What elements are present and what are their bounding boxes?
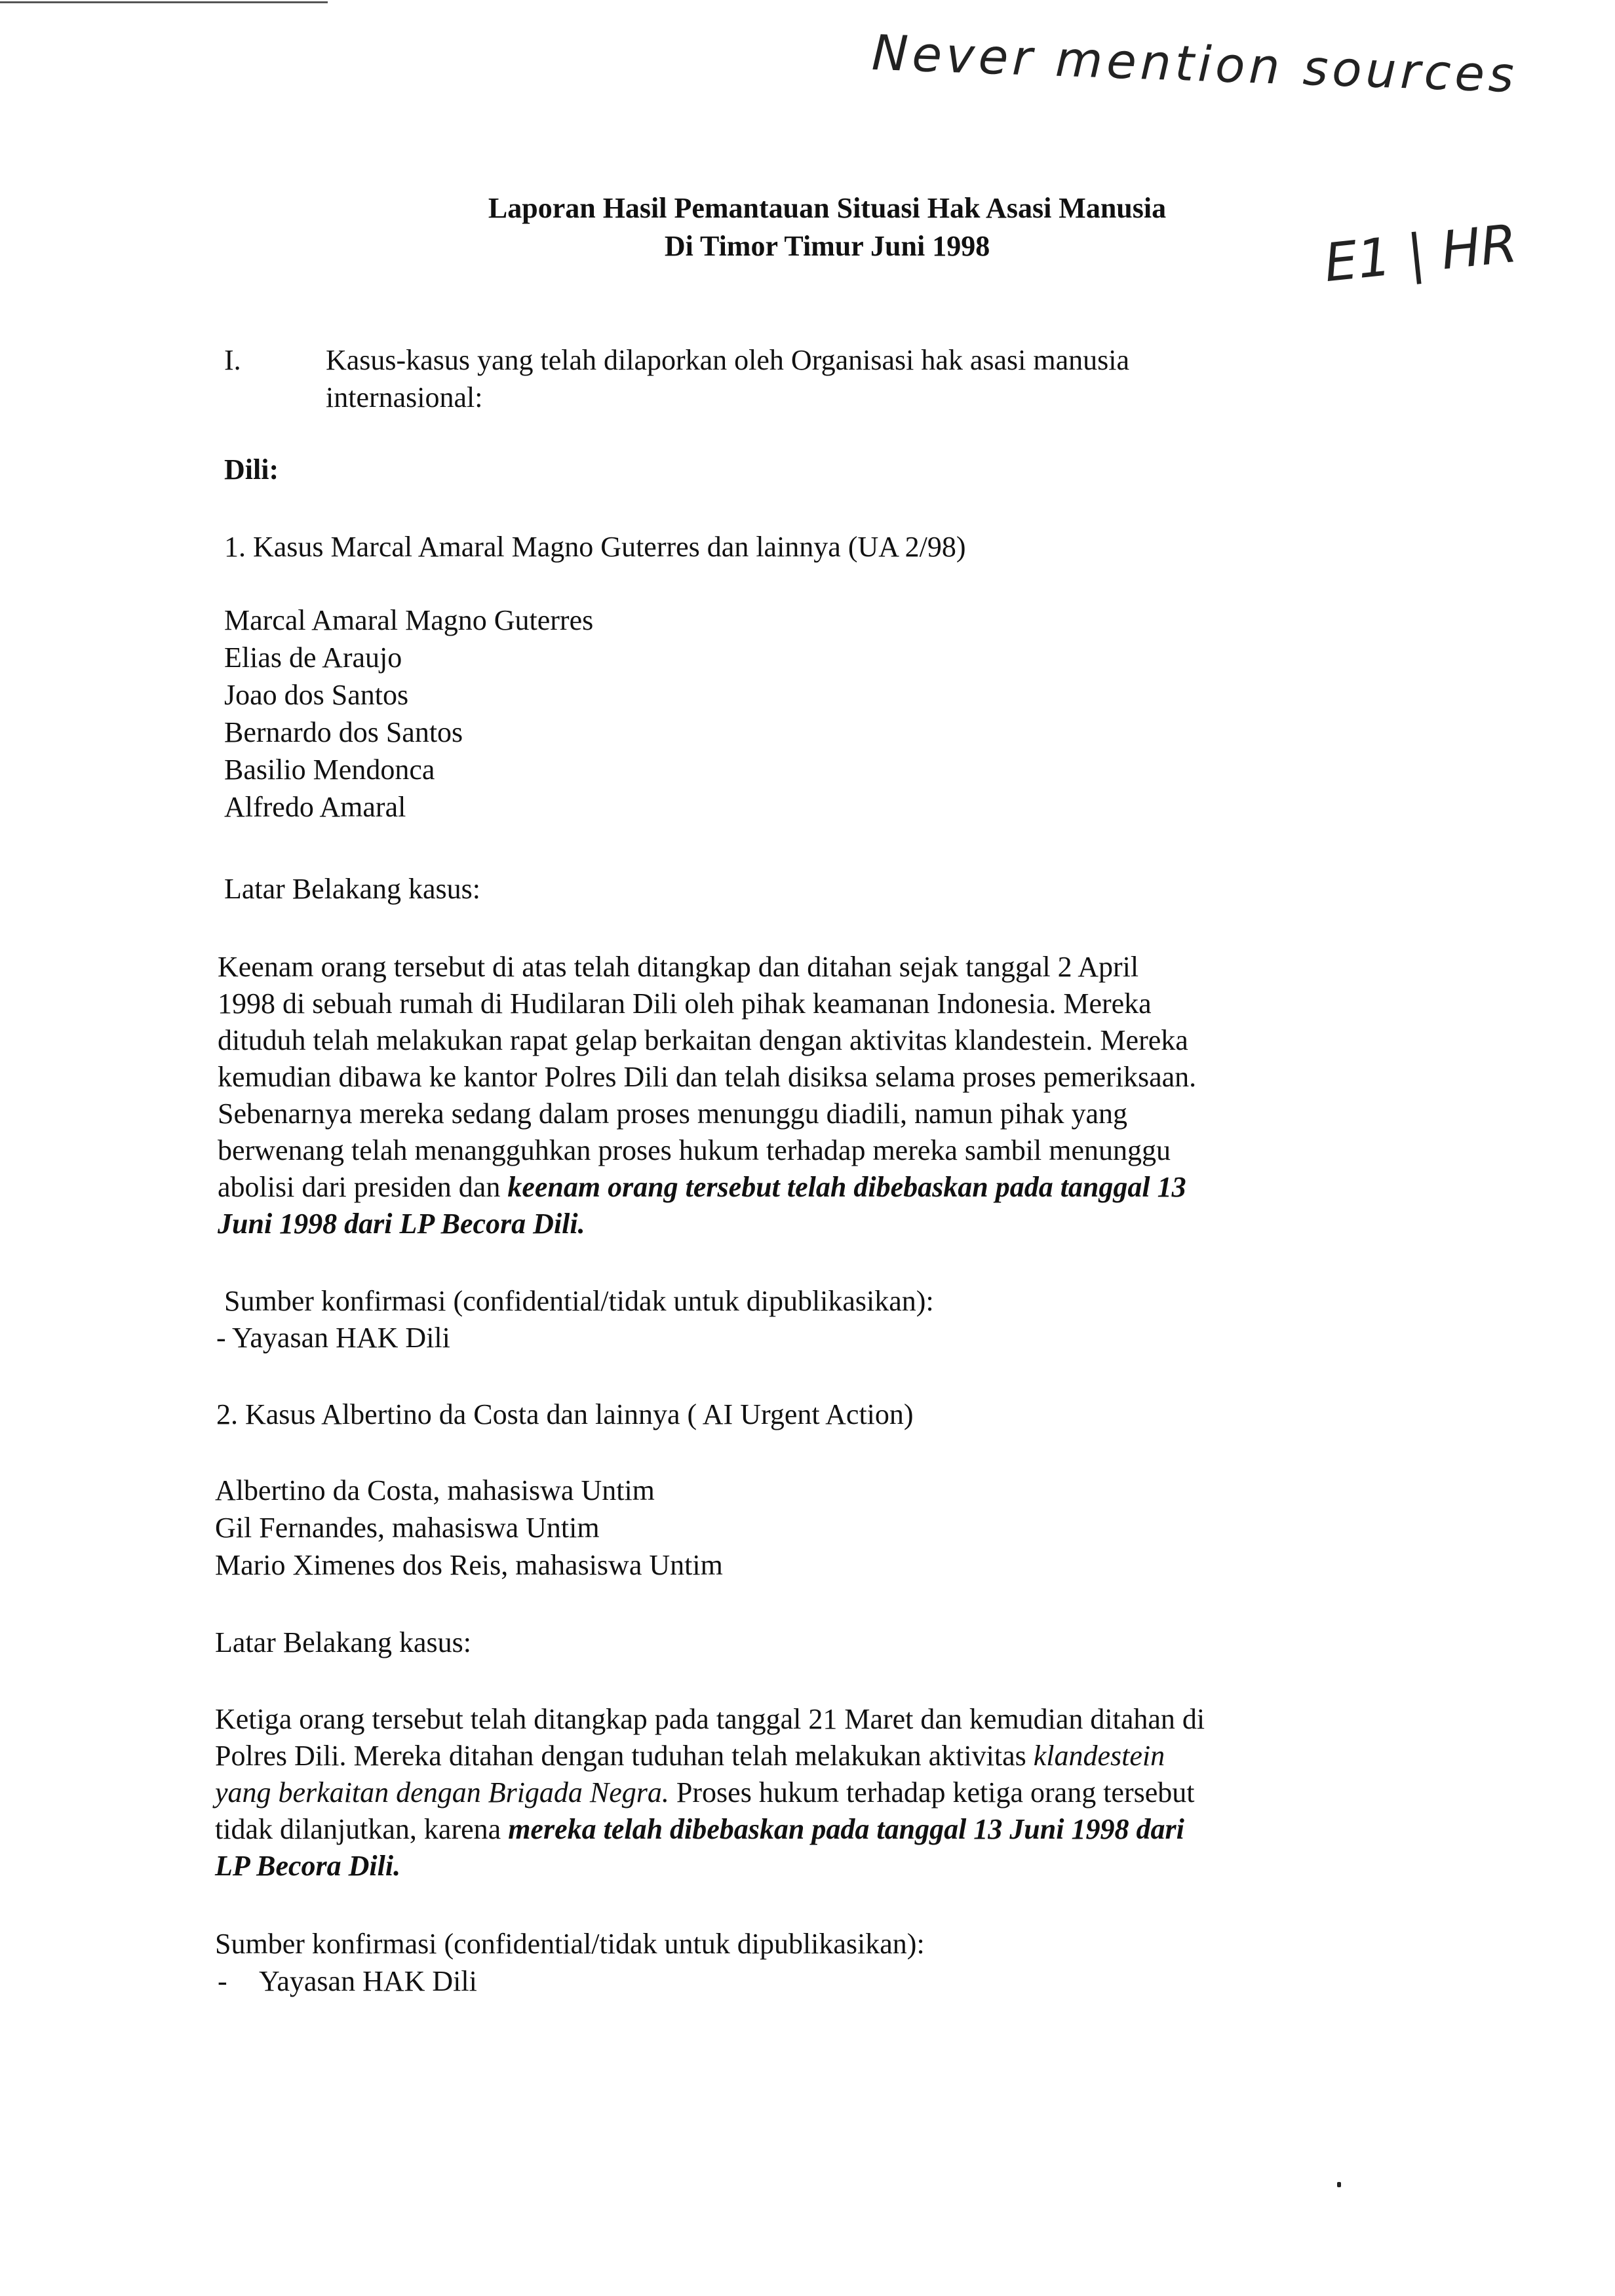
case1-source-label: Sumber konfirmasi (confidential/tidak untuk dipublikasikan): [224,1285,934,1317]
case2-release-statement-end: LP Becora Dili. [215,1850,401,1882]
section-heading-line1: Kasus-kasus yang telah dilaporkan oleh Organisasi hak asasi manusia [326,344,1130,376]
case1-paragraph-line: 1998 di sebuah rumah di Hudilaran Dili oleh pihak keamanan Indonesia. Mereka [218,987,1152,1020]
case1-name: Bernardo dos Santos [224,716,463,748]
case1-release-statement-end: Juni 1998 dari LP Becora Dili. [218,1208,585,1240]
case2-line4-plain: tidak dilanjutkan, karena [215,1813,509,1845]
case1-name: Joao dos Santos [224,679,409,711]
case1-name: Marcal Amaral Magno Guterres [224,604,594,636]
case2-paragraph-line [215,1812,1184,1847]
region-heading: Dili: [224,453,279,486]
section-number: I. [224,344,241,376]
case1-paragraph-line: Sebenarnya mereka sedang dalam proses menunggu diadili, namun pihak yang [218,1098,1128,1130]
case2-release-statement: mereka telah dibebaskan pada tanggal 13 Juni 1998 dari [508,1813,1184,1845]
case2-paragraph-line: Ketiga orang tersebut telah ditangkap pada tanggal 21 Maret dan kemudian ditahan di [215,1703,1205,1735]
case1-heading: 1. Kasus Marcal Amaral Magno Guterres dan lainnya (UA 2/98) [224,531,966,563]
case1-name: Elias de Araujo [224,641,402,674]
case1-release-statement: keenam orang tersebut telah dibebaskan pada tanggal 13 [507,1171,1186,1203]
case2-line2-plain: Polres Dili. Mereka ditahan dengan tuduhan telah melakukan aktivitas [215,1740,1034,1772]
case1-paragraph-line: kemudian dibawa ke kantor Polres Dili dan telah disiksa selama proses pemeriksaan. [218,1061,1197,1093]
handwritten-note: Never mention sources [870,24,1519,104]
case2-name: Albertino da Costa, mahasiswa Untim [215,1474,655,1506]
case1-paragraph-line: dituduh telah melakukan rapat gelap berkaitan dengan aktivitas klandestein. Mereka [218,1024,1188,1056]
scan-speck [1337,2182,1341,2187]
case1-name: Basilio Mendonca [224,754,435,786]
case2-line3-italic: yang berkaitan dengan Brigada Negra. [215,1776,669,1808]
case2-name: Gil Fernandes, mahasiswa Untim [215,1512,600,1544]
document-title-line1: Laporan Hasil Pemantauan Situasi Hak Asasi Manusia [488,192,1167,224]
case2-paragraph-line [215,1775,1194,1810]
document-title-line2: Di Timor Timur Juni 1998 [664,230,990,262]
case2-background-label: Latar Belakang kasus: [215,1626,471,1658]
handwritten-corner-mark: E1 | HR [1321,212,1521,294]
case1-name: Alfredo Amaral [224,791,406,823]
case2-source-item: Yayasan HAK Dili [259,1965,477,1997]
case2-heading: 2. Kasus Albertino da Costa dan lainnya ( AI Urgent Action) [216,1398,914,1430]
case1-background-label: Latar Belakang kasus: [224,873,480,905]
case1-source-item: - Yayasan HAK Dili [216,1322,450,1354]
case2-name: Mario Ximenes dos Reis, mahasiswa Untim [215,1549,723,1581]
case2-paragraph-line [215,1738,1165,1774]
scan-edge-line [0,1,328,3]
case2-line3-plain: Proses hukum terhadap ketiga orang tersebut [669,1776,1195,1808]
case1-paragraph-line [218,1170,1186,1205]
case2-source-dash: - [218,1965,227,1997]
case1-line7-plain: abolisi dari presiden dan [218,1171,508,1203]
case2-line2-italic: klandestein [1033,1740,1165,1772]
case1-paragraph-line: Keenam orang tersebut di atas telah ditangkap dan ditahan sejak tanggal 2 April [218,951,1139,983]
case1-paragraph-line: berwenang telah menangguhkan proses hukum terhadap mereka sambil menunggu [218,1134,1171,1166]
case2-source-label: Sumber konfirmasi (confidential/tidak untuk dipublikasikan): [215,1928,925,1960]
section-heading-line2: internasional: [326,381,483,413]
